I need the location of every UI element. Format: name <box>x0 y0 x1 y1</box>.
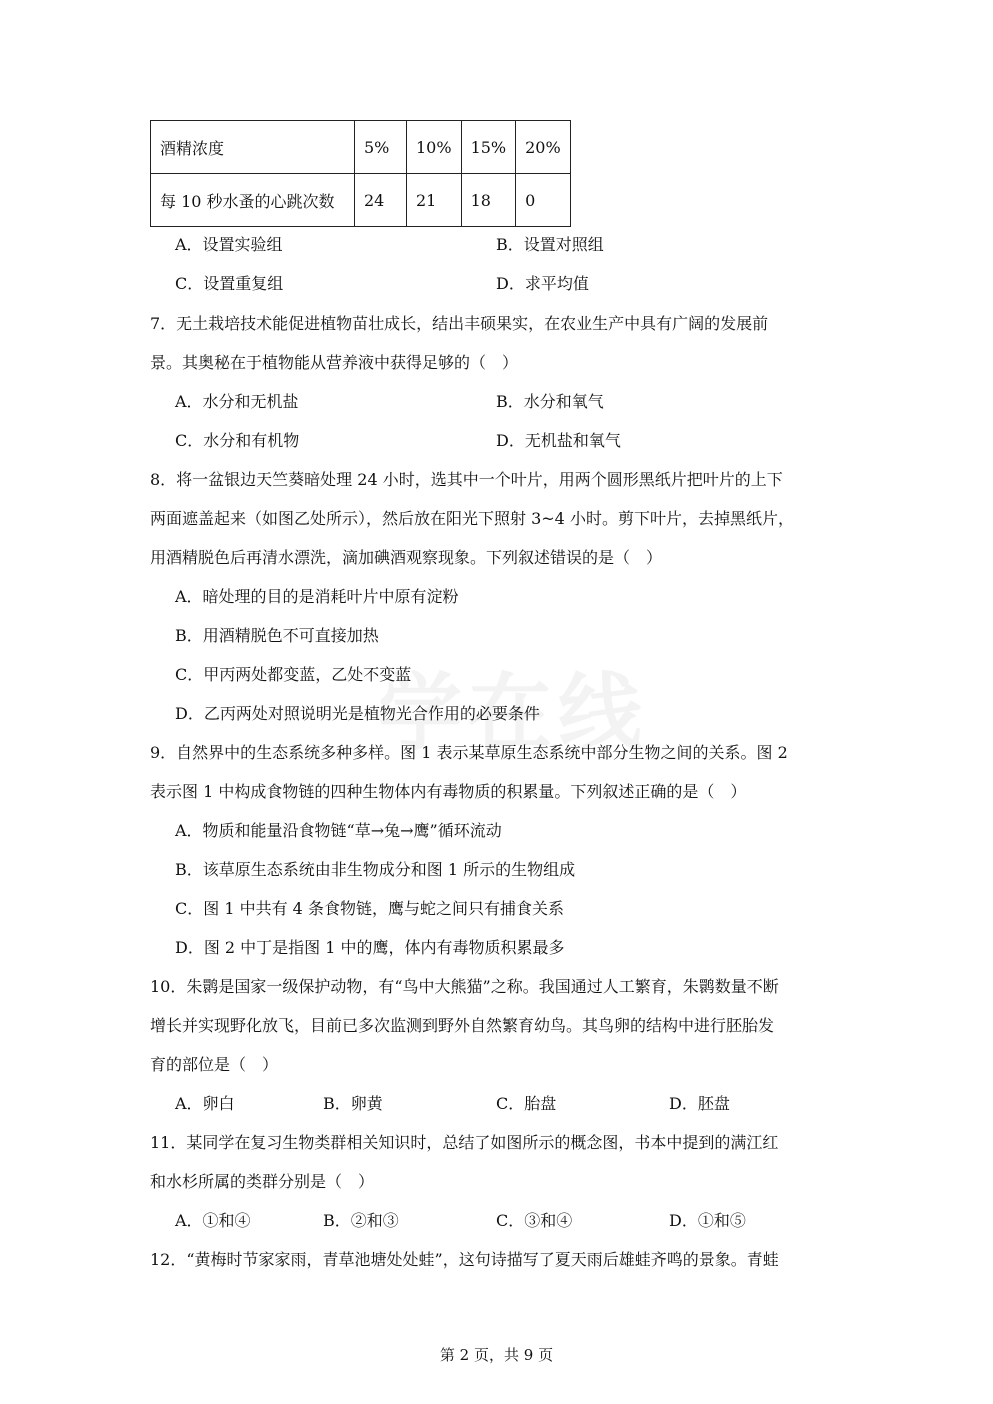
q10-stem-line: 增长并实现野化放飞，目前已多次监测到野外自然繁育幼鸟。其鸟卵的结构中进行胚胎发 <box>150 1016 775 1035</box>
q9-stem-line: 9．自然界中的生态系统多种多样。图 1 表示某草原生态系统中部分生物之间的关系。图 2 <box>150 743 788 762</box>
q11-stem-line: 和水杉所属的类群分别是（ ） <box>150 1172 375 1191</box>
q6-option-c: C．设置重复组 <box>175 274 284 293</box>
page-footer: 第 2 页，共 9 页 <box>439 1346 554 1364</box>
q11-option-a: A．①和④ <box>175 1211 251 1230</box>
q11-option-d: D．①和⑤ <box>669 1211 746 1230</box>
q8-option-a: A．暗处理的目的是消耗叶片中原有淀粉 <box>175 587 459 606</box>
q8-option-d: D．乙丙两处对照说明光是植物光合作用的必要条件 <box>175 704 540 723</box>
table-cell: 每 10 秒水蚤的心跳次数 <box>151 174 355 227</box>
q6-option-b: B．设置对照组 <box>496 235 604 254</box>
q9-option-a: A．物质和能量沿食物链“草→兔→鹰”循环流动 <box>175 821 502 840</box>
q7-option-b: B．水分和氧气 <box>496 392 604 411</box>
q8-stem-line: 两面遮盖起来（如图乙处所示），然后放在阳光下照射 3~4 小时。剪下叶片，去掉黑纸片， <box>150 509 794 528</box>
table-cell: 15% <box>461 121 516 174</box>
table-cell: 18 <box>461 174 516 227</box>
q6-option-a: A．设置实验组 <box>175 235 283 254</box>
q10-option-d: D．胚盘 <box>669 1094 730 1113</box>
q10-stem-line: 10．朱鹮是国家一级保护动物，有“鸟中大熊猫”之称。我国通过人工繁育，朱鹮数量不断 <box>150 977 779 996</box>
table-row <box>151 121 571 174</box>
q6-option-d: D．求平均值 <box>496 274 589 293</box>
q8-stem-line: 8．将一盆银边天竺葵暗处理 24 小时，选其中一个叶片，用两个圆形黑纸片把叶片的上下 <box>150 470 783 489</box>
q8-stem-line: 用酒精脱色后再清水漂洗，滴加碘酒观察现象。下列叙述错误的是（ ） <box>150 548 663 567</box>
q10-option-c: C．胎盘 <box>496 1094 557 1113</box>
q8-option-b: B．用酒精脱色不可直接加热 <box>175 626 379 645</box>
q10-stem-line: 育的部位是（ ） <box>150 1055 279 1074</box>
q9-stem-line: 表示图 1 中构成食物链的四种生物体内有毒物质的积累量。下列叙述正确的是（ ） <box>150 782 747 801</box>
table-cell: 10% <box>407 121 462 174</box>
table-cell: 5% <box>355 121 407 174</box>
table-cell: 21 <box>407 174 462 227</box>
table-cell: 0 <box>516 174 571 227</box>
q12-stem-line: 12．“黄梅时节家家雨，青草池塘处处蛙”，这句诗描写了夏天雨后雄蛙齐鸣的景象。青蛙 <box>150 1250 779 1269</box>
q11-option-c: C．③和④ <box>496 1211 573 1230</box>
q7-option-d: D．无机盐和氧气 <box>496 431 621 450</box>
q9-option-c: C．图 1 中共有 4 条食物链，鹰与蛇之间只有捕食关系 <box>175 899 564 918</box>
q7-option-c: C．水分和有机物 <box>175 431 300 450</box>
q7-stem-line: 7．无土栽培技术能促进植物苗壮成长，结出丰硕果实，在农业生产中具有广阔的发展前 <box>150 314 769 333</box>
q9-option-b: B．该草原生态系统由非生物成分和图 1 所示的生物组成 <box>175 860 576 879</box>
table-cell: 24 <box>355 174 407 227</box>
q10-option-a: A．卵白 <box>175 1094 235 1113</box>
table-cell: 20% <box>516 121 571 174</box>
q10-option-b: B．卵黄 <box>323 1094 383 1113</box>
q7-stem-line: 景。其奥秘在于植物能从营养液中获得足够的（ ） <box>150 353 519 372</box>
q11-option-b: B．②和③ <box>323 1211 399 1230</box>
table-cell: 酒精浓度 <box>151 121 355 174</box>
q8-option-c: C．甲丙两处都变蓝，乙处不变蓝 <box>175 665 412 684</box>
table-row <box>151 174 571 227</box>
q7-option-a: A．水分和无机盐 <box>175 392 299 411</box>
q9-option-d: D．图 2 中丁是指图 1 中的鹰，体内有毒物质积累最多 <box>175 938 565 957</box>
q11-stem-line: 11．某同学在复习生物类群相关知识时，总结了如图所示的概念图，书本中提到的满江红 <box>150 1133 779 1152</box>
data-table <box>150 120 571 227</box>
